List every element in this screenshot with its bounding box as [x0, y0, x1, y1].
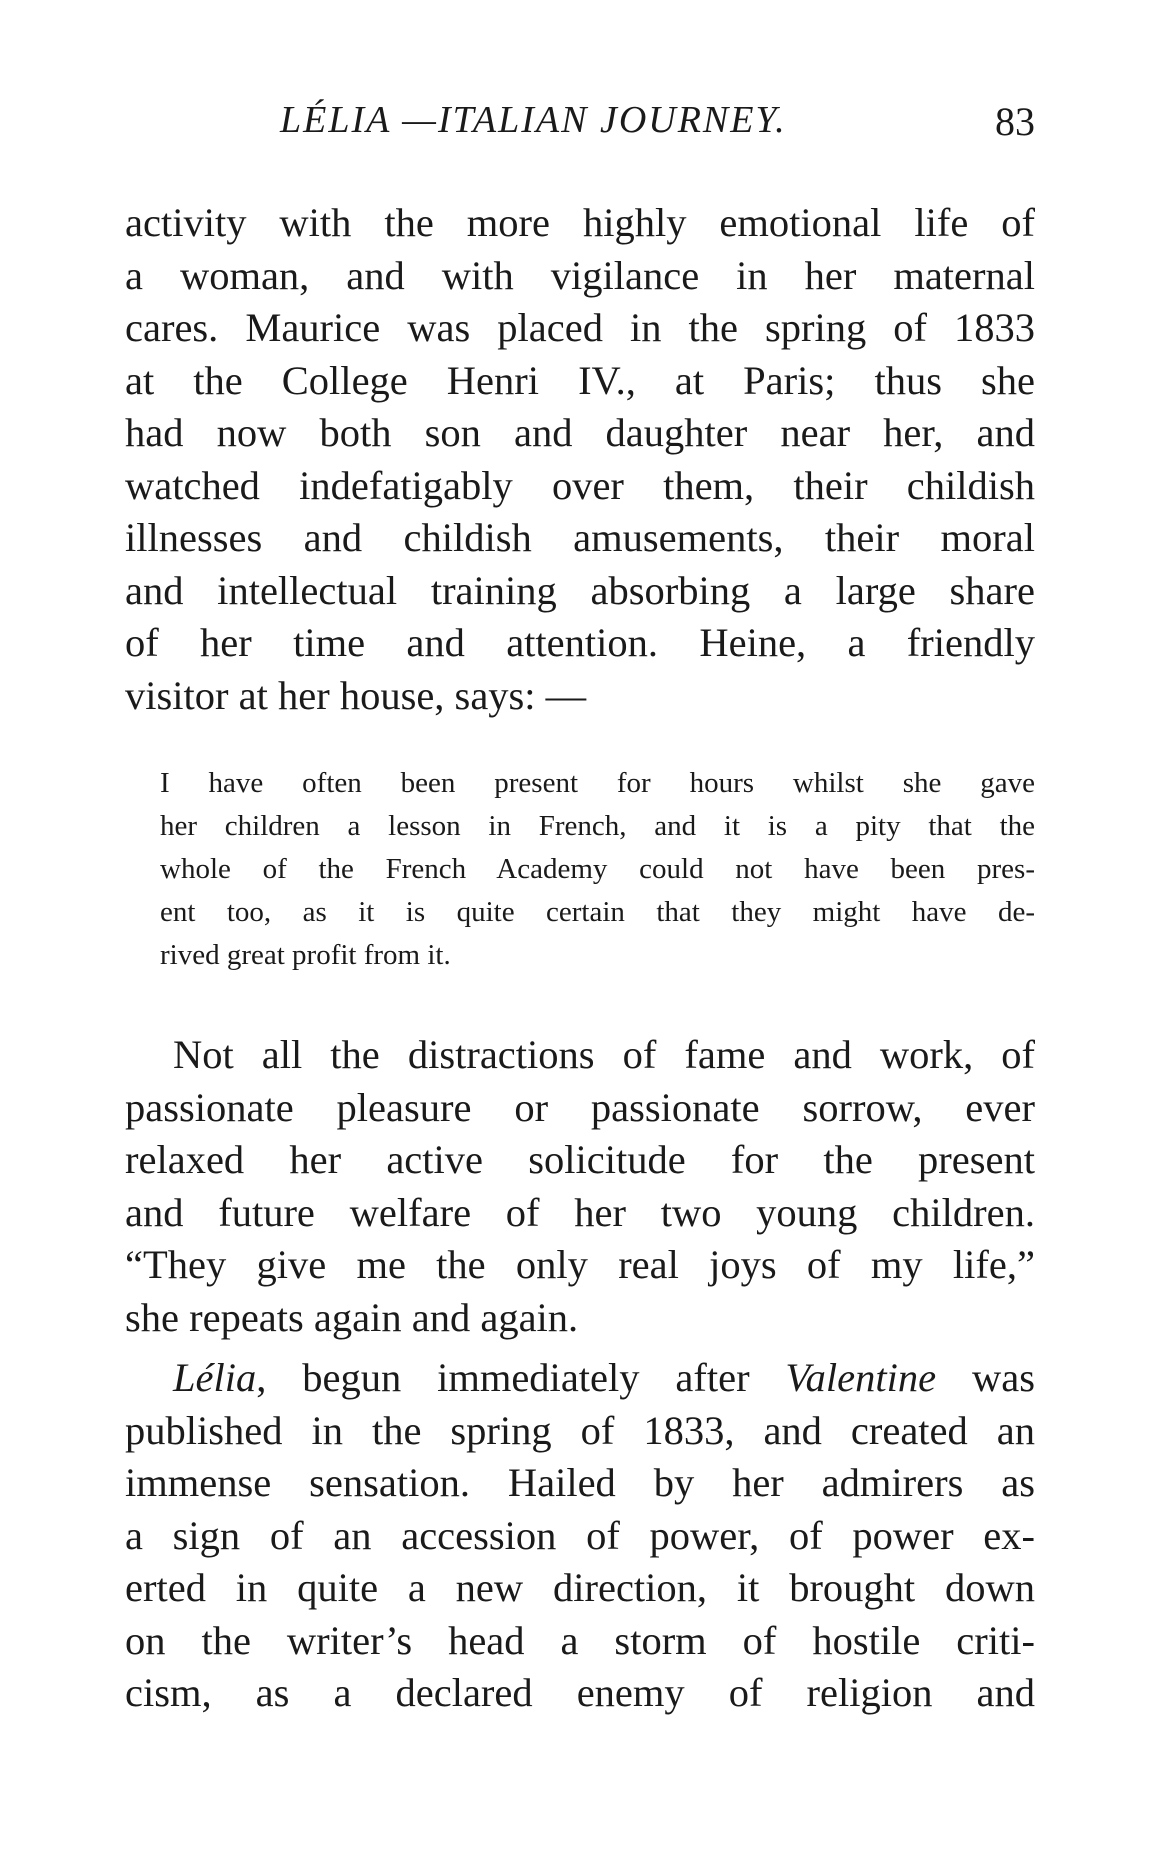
text-line: had now both son and daughter near her, and: [125, 410, 1035, 455]
text-line: immense sensation. Hailed by her admirers as: [125, 1460, 1035, 1505]
paragraph-3: [125, 1352, 1035, 1720]
text-line: she repeats again and again.: [125, 1294, 579, 1340]
text-line: a sign of an accession of power, of power ex-: [125, 1512, 1035, 1558]
line-fragment: , begun immediately after: [256, 1355, 786, 1400]
text-line: “They give me the only real joys of my life,”: [125, 1242, 1035, 1287]
page-number: 83: [995, 99, 1035, 144]
quote-line: I have often been present for hours whilst she gave: [160, 767, 1035, 799]
text-line: cism, as a declared enemy of religion and: [125, 1670, 1035, 1715]
running-title: LÉLIA —ITALIAN JOURNEY.: [280, 99, 787, 141]
text-line: illnesses and childish amusements, their moral: [125, 515, 1035, 560]
text-line: passionate pleasure or passionate sorrow, ever: [125, 1084, 1035, 1130]
text-line: [125, 1352, 1035, 1405]
text-line: and intellectual training absorbing a large share: [125, 567, 1035, 613]
quote-line: her children a lesson in French, and it is a pity that the: [160, 810, 1035, 842]
title-valentine: Valentine: [785, 1355, 937, 1400]
quote-line: whole of the French Academy could not have been pres-: [160, 853, 1035, 885]
text-line: watched indefatigably over them, their childish: [125, 462, 1035, 508]
title-lelia: Lélia: [173, 1355, 257, 1400]
running-head: [125, 98, 1035, 148]
block-quote: [160, 762, 1035, 977]
text-line: of her time and attention. Heine, a friendly: [125, 620, 1035, 665]
text-line: relaxed her active solicitude for the present: [125, 1137, 1035, 1182]
text-line: activity with the more highly emotional life of: [125, 200, 1035, 245]
line-fragment: was: [936, 1355, 1035, 1400]
text-line: published in the spring of 1833, and created an: [125, 1407, 1035, 1453]
quote-line: ent too, as it is quite certain that they might have de-: [160, 896, 1035, 928]
paragraph-2: [125, 1029, 1035, 1344]
text-line: at the College Henri IV., at Paris; thus she: [125, 357, 1035, 403]
text-line: on the writer’s head a storm of hostile criti-: [125, 1617, 1035, 1663]
text-line: visitor at her house, says: —: [125, 672, 587, 718]
text-line: erted in quite a new direction, it brought down: [125, 1565, 1035, 1610]
paragraph-1: [125, 197, 1035, 722]
text-line: cares. Maurice was placed in the spring of 1833: [125, 305, 1035, 350]
text-line: Not all the distractions of fame and work, of: [173, 1032, 1035, 1077]
text-line: a woman, and with vigilance in her maternal: [125, 252, 1035, 298]
quote-line: rived great profit from it.: [160, 939, 451, 971]
text-line: and future welfare of her two young children.: [125, 1189, 1035, 1235]
